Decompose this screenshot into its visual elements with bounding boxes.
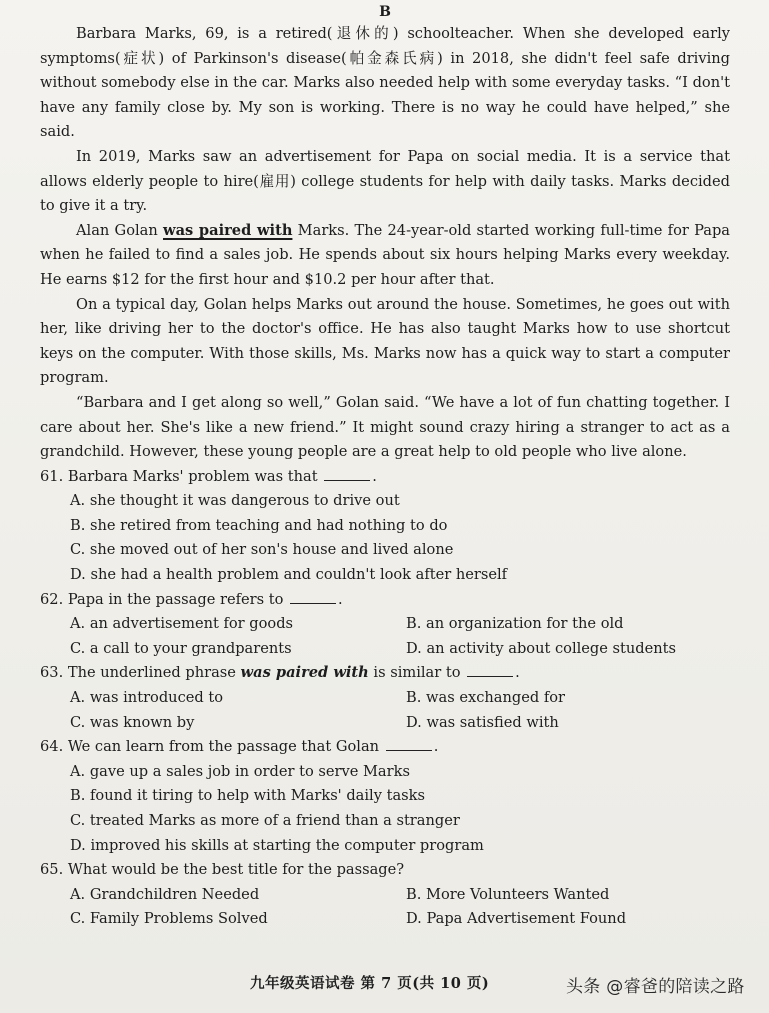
question-text: 61. Barbara Marks' problem was that: [40, 467, 318, 485]
question-61: [40, 465, 730, 588]
question-stem: [40, 588, 730, 613]
question-list: [40, 465, 730, 932]
question-stem: [40, 735, 730, 760]
option-c: C. a call to your grandparents: [70, 639, 292, 657]
option-d: D. she had a health problem and couldn't look after herself: [70, 566, 508, 584]
passage-paragraph-5: “Barbara and I get along so well,” Golan said. “We have a lot of fun chatting together. I care about her. She's like a new friend.” It might sound crazy hiring a stranger to act as a grandchild. However, these young people are a great help to old people who live alone.: [40, 393, 730, 461]
question-stem: 65. What would be the best title for the passage?: [40, 861, 405, 879]
answer-options: [40, 883, 730, 932]
option-c: C. was known by: [70, 713, 195, 731]
question-text-rest: is similar to: [368, 664, 461, 682]
passage-paragraph-2: In 2019, Marks saw an advertisement for Papa on social media. It is a service that allows elderly people to hire(雇用) college students for help with daily tasks. Marks decided to give it a try.: [40, 147, 730, 215]
answer-options: [40, 760, 730, 858]
question-end: .: [338, 590, 343, 608]
option-b: B. she retired from teaching and had nothing to do: [70, 516, 448, 534]
question-text: 64. We can learn from the passage that Golan: [40, 738, 380, 756]
option-c: C. she moved out of her son's house and lived alone: [70, 541, 454, 559]
answer-blank: [324, 468, 370, 481]
option-b: B. was exchanged for: [406, 689, 565, 707]
question-63: [40, 661, 730, 735]
question-end: .: [433, 738, 439, 756]
option-c: C. Family Problems Solved: [70, 910, 268, 928]
underlined-phrase-reference: was paired with: [240, 664, 369, 682]
page-number-label: 九年级英语试卷 第 7 页(共 10 页): [250, 975, 490, 992]
reading-passage: [40, 22, 730, 465]
question-text: 62. Papa in the passage refers to: [40, 590, 284, 608]
option-a: A. was introduced to: [70, 689, 224, 707]
question-64: [40, 735, 730, 858]
option-b: B. found it tiring to help with Marks' daily tasks: [70, 787, 425, 805]
option-d: D. Papa Advertisement Found: [406, 910, 627, 928]
passage-paragraph-4: On a typical day, Golan helps Marks out around the house. Sometimes, he goes out with her, like driving her to the doctor's office. He has also taught Marks how to use shortcut keys on the computer. With those skills, Ms. Marks now has a quick way to start a computer program.: [40, 295, 730, 387]
option-a: A. an advertisement for goods: [70, 615, 294, 633]
passage-paragraph-3-start: Alan Golan: [76, 221, 163, 239]
question-stem: [40, 661, 730, 686]
question-stem: [40, 465, 730, 490]
passage-paragraph-3: [40, 219, 730, 293]
passage-paragraph-1: Barbara Marks, 69, is a retired(退休的) schoolteacher. When she developed early symptoms(症状) of Parkinson's disease(帕金森氏病) in 2018, she didn't feel safe driving without somebody else in the car. Marks also needed help with some everyday tasks. “I don't have any family close by. My son is working. There is no way he could have helped,” she said.: [40, 25, 730, 141]
section-letter: B: [379, 4, 391, 20]
question-62: [40, 588, 730, 662]
page-footer: [0, 970, 769, 1000]
option-b: B. More Volunteers Wanted: [406, 885, 610, 903]
option-a: A. she thought it was dangerous to drive out: [70, 492, 400, 510]
answer-blank: [467, 664, 513, 677]
answer-blank: [386, 738, 432, 751]
option-a: A. Grandchildren Needed: [70, 885, 260, 903]
option-d: D. was satisfied with: [406, 713, 559, 731]
question-end: .: [515, 664, 520, 682]
watermark-text: 头条 @睿爸的陪读之路: [566, 977, 745, 997]
answer-options: [40, 686, 730, 735]
question-text: 63. The underlined phrase: [40, 664, 241, 682]
option-d: D. an activity about college students: [406, 639, 677, 657]
underlined-phrase: was paired with: [163, 221, 293, 239]
answer-blank: [290, 591, 336, 604]
option-a: A. gave up a sales job in order to serve Marks: [70, 762, 410, 780]
passage-paragraph-3-rest: Marks. The 24-year-old started working full-time for Papa when he failed to find a sales job. He spends about six hours helping Marks every weekday. He earns $12 for the first hour and $10.2 per hour after that.: [40, 221, 730, 288]
exam-sheet: [40, 4, 730, 932]
option-c: C. treated Marks as more of a friend than a stranger: [70, 812, 460, 829]
question-65: [40, 858, 730, 932]
question-end: .: [372, 467, 377, 485]
option-b: B. an organization for the old: [406, 615, 624, 633]
option-d: D. improved his skills at starting the computer program: [70, 836, 484, 854]
answer-options: [40, 612, 730, 661]
answer-options: [40, 489, 730, 587]
